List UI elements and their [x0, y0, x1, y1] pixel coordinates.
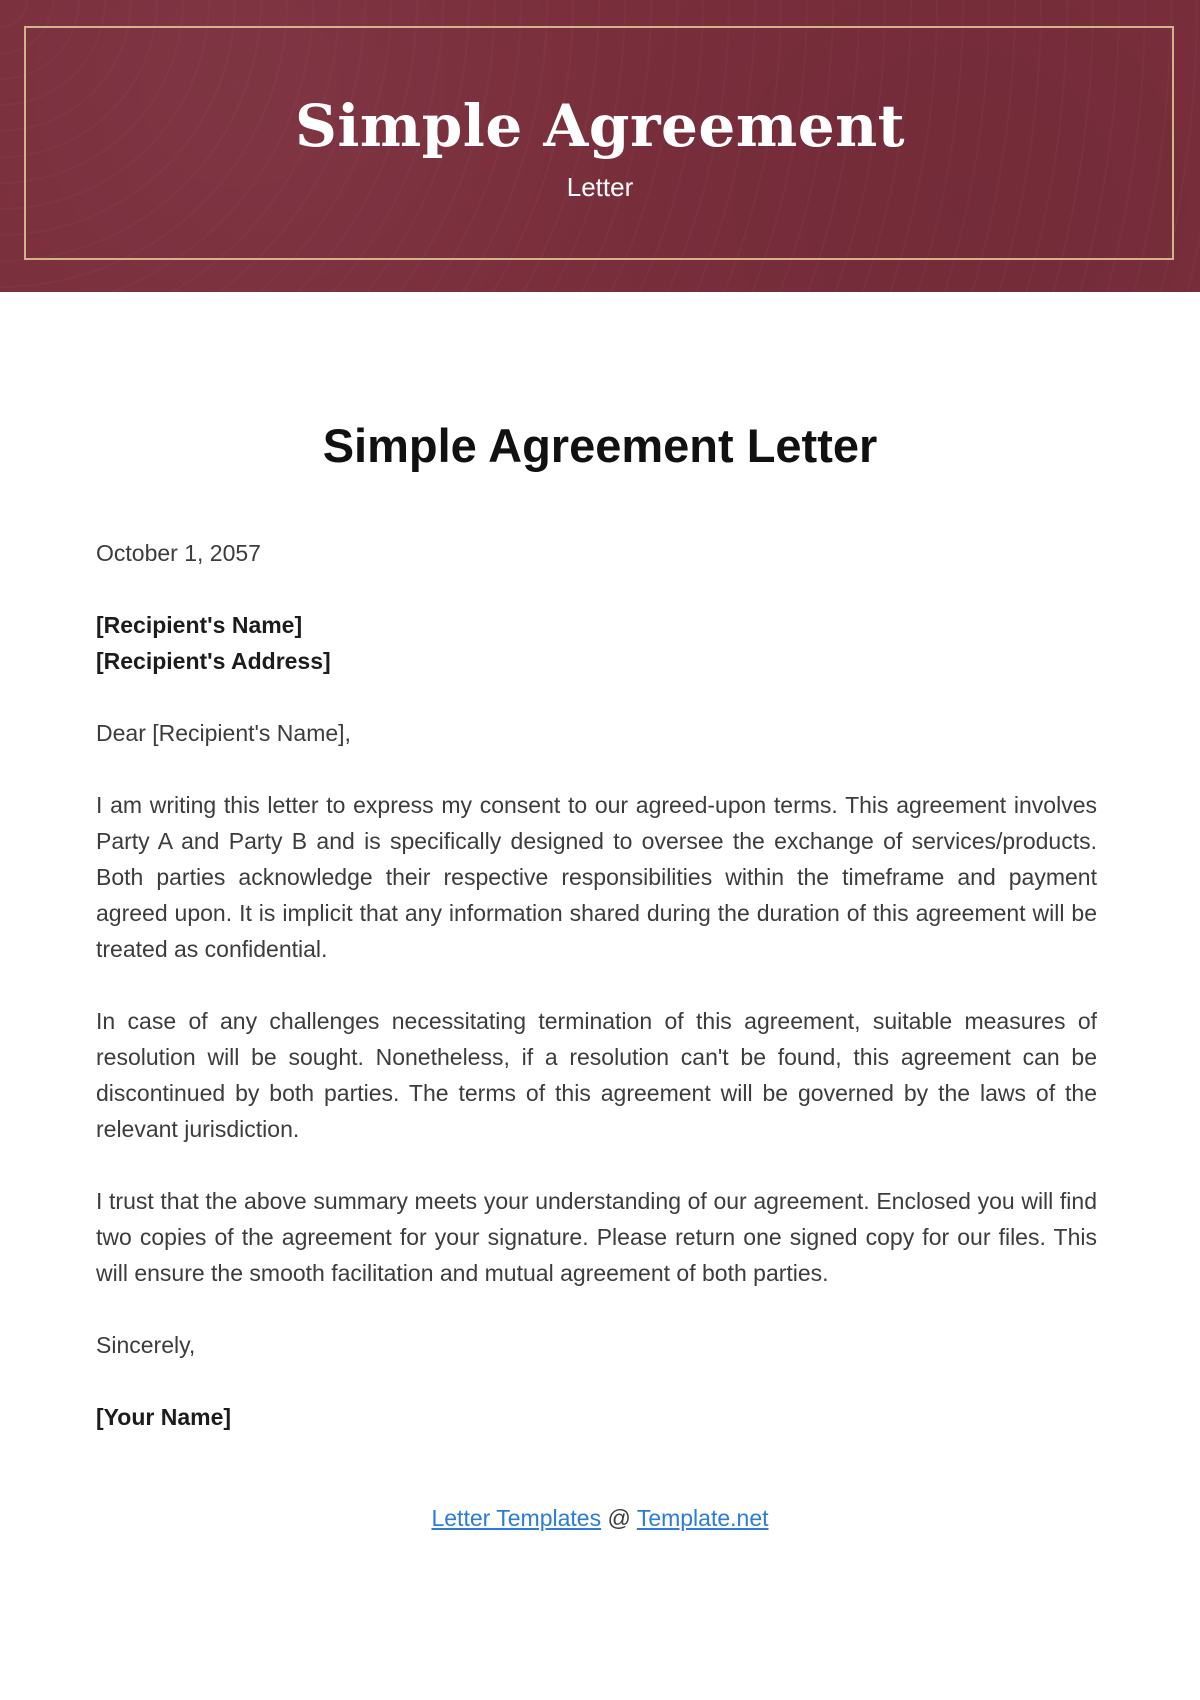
footer-credits [0, 1505, 1200, 1532]
banner-title: Simple Agreement [294, 92, 906, 160]
letter-body [96, 535, 1097, 1435]
recipient-name: [Recipient's Name] [96, 612, 303, 638]
letter-templates-link[interactable]: Letter Templates [431, 1505, 602, 1531]
header-banner [0, 0, 1200, 292]
document-title: Simple Agreement Letter [322, 419, 878, 472]
footer-separator: @ [601, 1505, 637, 1531]
recipient-block [96, 607, 1097, 679]
signature-name: [Your Name] [96, 1404, 232, 1430]
salutation: Dear [Recipient's Name], [96, 720, 351, 746]
letter-date: October 1, 2057 [96, 540, 261, 566]
body-paragraph-2: In case of any challenges necessitating termination of this agreement, suitable measures of resolution will be sought. Nonetheless, if a resolution can't be found, this agreement can be discontinued by both parties. The terms of this agreement will be governed by the laws of the relevant jurisdiction. [96, 1008, 1097, 1142]
banner-subtitle: Letter [566, 172, 634, 202]
body-paragraph-3: I trust that the above summary meets your understanding of our agreement. Enclosed you will find two copies of the agreement for your signature. Please return one signed copy for our files. This will ensure the smooth facilitation and mutual agreement of both parties. [96, 1188, 1097, 1286]
closing: Sincerely, [96, 1332, 196, 1358]
template-net-link[interactable]: Template.net [636, 1505, 769, 1531]
recipient-address: [Recipient's Address] [96, 648, 331, 674]
body-paragraph-1: I am writing this letter to express my consent to our agreed-upon terms. This agreement involves Party A and Party B and is specifically designed to oversee the exchange of services/products. Both parties acknowledge their respective responsibilities within the timeframe and payment agreed upon. It is implicit that any information shared during the duration of this agreement will be treated as confidential. [96, 792, 1097, 962]
